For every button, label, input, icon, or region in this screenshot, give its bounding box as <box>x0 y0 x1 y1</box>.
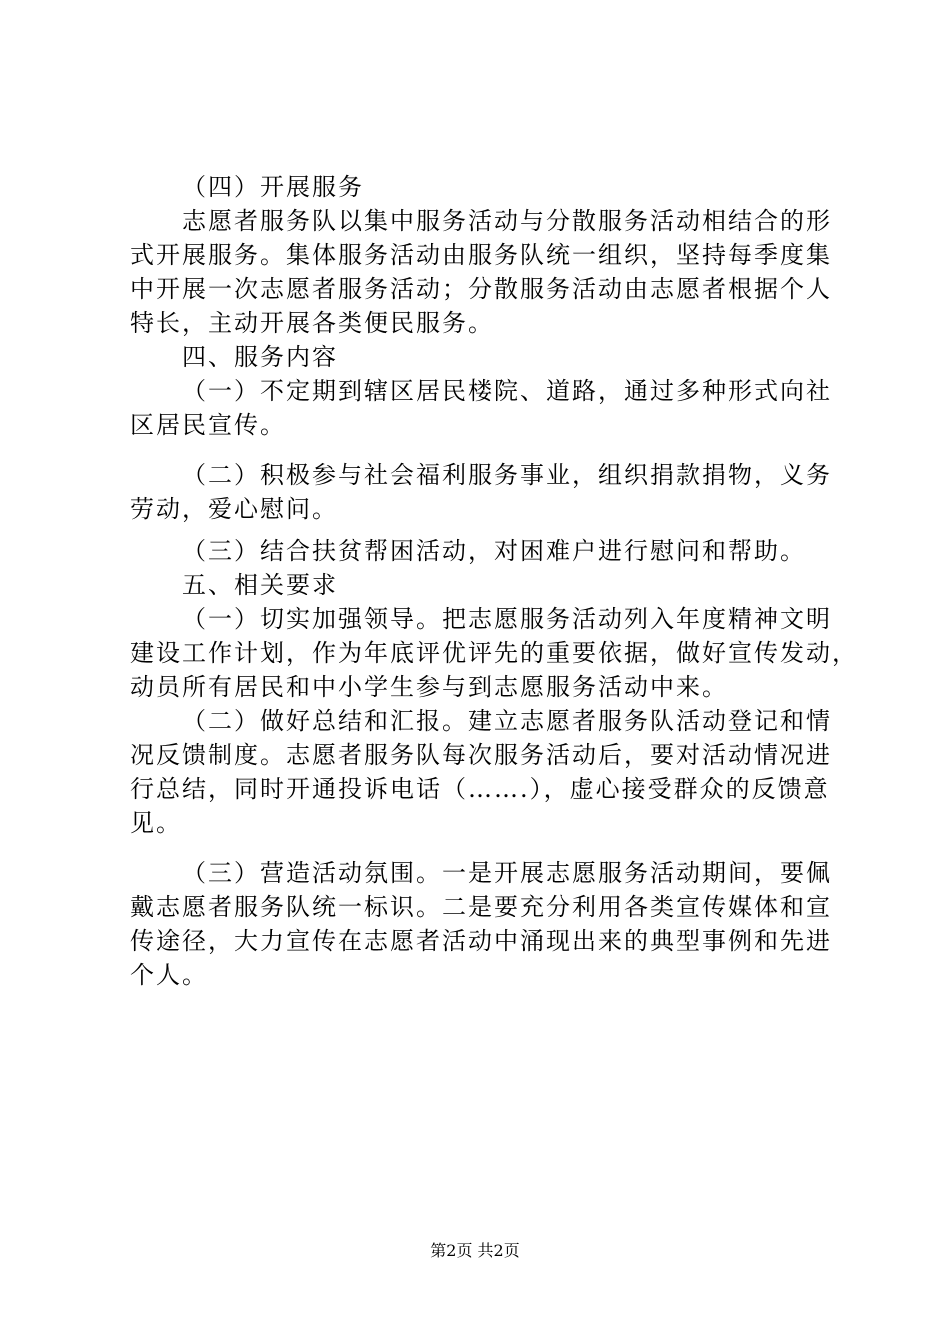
paragraph-line: 志愿者服务队以集中服务活动与分散服务活动相结合的形 <box>182 207 832 235</box>
paragraph-line: 式开展服务。集体服务活动由服务队统一组织，坚持每季度集 <box>130 241 832 269</box>
paragraph-line: 建设工作计划，作为年底评优评先的重要依据，做好宣传发动， <box>130 639 858 667</box>
paragraph-line: 个人。 <box>130 961 208 989</box>
paragraph-line: 特长，主动开展各类便民服务。 <box>130 309 494 337</box>
section-heading: （四）开展服务 <box>182 173 364 201</box>
page-number-footer: 第2页 共2页 <box>430 1241 520 1260</box>
paragraph-line: （二）做好总结和汇报。建立志愿者服务队活动登记和情 <box>182 707 832 735</box>
section-heading: 四、服务内容 <box>182 343 338 371</box>
paragraph-line: 动员所有居民和中小学生参与到志愿服务活动中来。 <box>130 673 728 701</box>
paragraph-line: （三）营造活动氛围。一是开展志愿服务活动期间，要佩 <box>182 859 832 887</box>
paragraph-line: 区居民宣传。 <box>130 411 286 439</box>
paragraph-line: 传途径，大力宣传在志愿者活动中涌现出来的典型事例和先进 <box>130 927 832 955</box>
paragraph-line: （三）结合扶贫帮困活动，对困难户进行慰问和帮助。 <box>182 537 806 565</box>
paragraph-line: 行总结，同时开通投诉电话（…….），虚心接受群众的反馈意 <box>130 775 830 803</box>
paragraph-line: （一）不定期到辖区居民楼院、道路，通过多种形式向社 <box>182 377 832 405</box>
paragraph-line: 中开展一次志愿者服务活动；分散服务活动由志愿者根据个人 <box>130 275 832 303</box>
section-heading: 五、相关要求 <box>182 571 338 599</box>
paragraph-line: 劳动，爱心慰问。 <box>130 495 338 523</box>
paragraph-line: 况反馈制度。志愿者服务队每次服务活动后，要对活动情况进 <box>130 741 832 769</box>
paragraph-line: 见。 <box>130 809 182 837</box>
paragraph-line: （二）积极参与社会福利服务事业，组织捐款捐物，义务 <box>182 461 832 489</box>
paragraph-line: 戴志愿者服务队统一标识。二是要充分利用各类宣传媒体和宣 <box>130 893 832 921</box>
document-body <box>130 170 858 992</box>
paragraph-line: （一）切实加强领导。把志愿服务活动列入年度精神文明 <box>182 605 832 633</box>
